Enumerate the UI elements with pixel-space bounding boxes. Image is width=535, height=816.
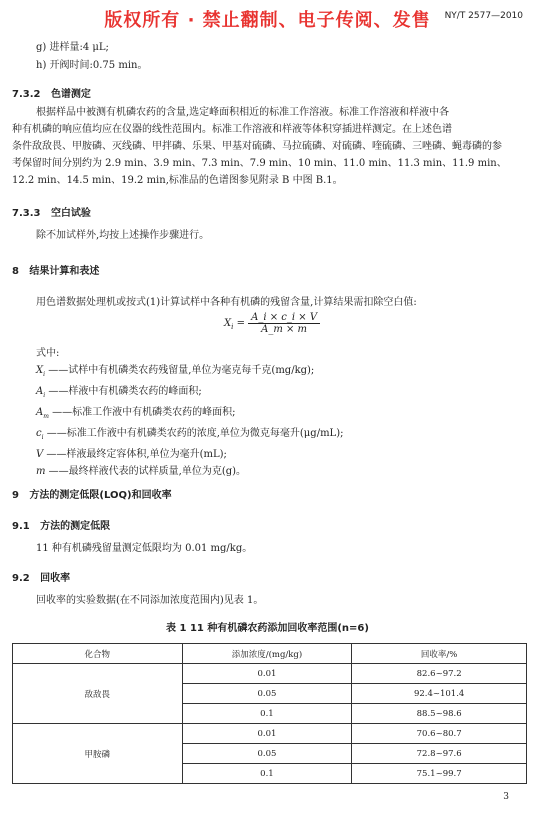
compound-cell: 敌敌畏 (13, 664, 183, 724)
section-number: 9.2 (12, 573, 30, 584)
recovery-cell: 72.8~97.6 (352, 744, 527, 764)
section-heading-7-3-2 (12, 85, 91, 100)
paragraph-line: 种有机磷的响应值均应在仪器的线性范围内。标准工作溶液和样液等体积穿插进样测定。在上述色谱 (12, 124, 452, 135)
section-number: 9.1 (12, 521, 30, 532)
section-title: 空白试验 (50, 208, 91, 219)
recovery-cell: 70.6~80.7 (352, 724, 527, 744)
paragraph-9-2: 回收率的实验数据(在不同添加浓度范围内)见表 1。 (36, 595, 264, 606)
definition-row: $c_i$ ——标准工作液中有机磷类农药的浓度,单位为微克每毫升(μg/mL); (36, 428, 344, 441)
paragraph-9-1: 11 种有机磷残留量测定低限均为 0.01 mg/kg。 (36, 543, 253, 554)
formula-lhs-sub: i (231, 323, 234, 331)
section-heading-9-1 (12, 517, 110, 532)
paragraph-7-3-2 (12, 104, 527, 189)
definition-row: $X_i$ ——试样中有机磷类农药残留量,单位为毫克每千克(mg/kg); (36, 365, 315, 378)
compound-cell: 甲胺磷 (13, 724, 183, 784)
recovery-cell: 92.4~101.4 (352, 684, 527, 704)
standard-number: NY/T 2577—2010 (444, 11, 523, 21)
concentration-cell: 0.05 (182, 744, 352, 764)
section-title: 方法的测定低限 (40, 521, 111, 532)
section-number: 9 (12, 490, 19, 501)
list-item-h: h) 开阀时间:0.75 min。 (36, 60, 148, 71)
page-number: 3 (503, 792, 509, 802)
paragraph-line: 根据样品中被测有机磷农药的含量,选定峰面积相近的标准工作溶液。标准工作溶液和样液中各 (36, 107, 450, 118)
section-title: 结果计算和表述 (29, 266, 100, 277)
concentration-cell: 0.01 (182, 664, 352, 684)
concentration-cell: 0.1 (182, 704, 352, 724)
section-heading-7-3-3 (12, 204, 91, 219)
section-title: 回收率 (40, 573, 71, 584)
list-item-g: g) 进样量:4 μL; (36, 42, 109, 53)
section-number: 7.3.3 (12, 208, 41, 219)
section-number: 7.3.2 (12, 89, 41, 100)
definition-row: m ——最终样液代表的试样质量,单位为克(g)。 (36, 466, 247, 477)
table-row (13, 724, 527, 744)
column-header: 化合物 (13, 644, 183, 664)
table-caption: 表 1 11 种有机磷农药添加回收率范围(n=6) (166, 623, 369, 634)
table-header-row (13, 644, 527, 664)
paragraph-line: 考保留时间分别约为 2.9 min、3.9 min、7.3 min、7.9 min、10 min、11.0 min、11.3 min、11.9 min、 (12, 158, 507, 169)
recovery-cell: 75.1~99.7 (352, 764, 527, 784)
where-label: 式中: (36, 348, 60, 359)
definition-row: $A_m$ ——标准工作液中有机磷类农药的峰面积; (36, 407, 236, 420)
formula-lhs: X (224, 318, 232, 329)
recovery-cell: 82.6~97.2 (352, 664, 527, 684)
formula: $X_i$ = $\frac{A\_i \times c\_i \times V}{A\_m \times m}$ (224, 312, 320, 335)
formula-numerator: A_i × c_i × V (248, 312, 320, 324)
definition-row: $A_i$ ——样液中有机磷类农药的峰面积; (36, 386, 202, 399)
symbol-definitions (36, 362, 343, 480)
formula-denominator: A_m × m (261, 324, 308, 335)
column-header: 回收率/% (352, 644, 527, 664)
paragraph-line: 条件敌敌畏、甲胺磷、灭线磷、甲拌磷、乐果、甲基对硫磷、马拉硫磷、对硫磷、喹硫磷、三唑磷、蝇毒磷的参 (12, 141, 502, 152)
paragraph-line: 12.2 min、14.5 min、19.2 min,标准品的色谱图参见附录 B 中图 B.1。 (12, 175, 343, 186)
section-number: 8 (12, 266, 19, 277)
section-heading-8 (12, 262, 99, 277)
section-title: 色谱测定 (50, 89, 91, 100)
concentration-cell: 0.01 (182, 724, 352, 744)
table-row (13, 664, 527, 684)
paragraph-8: 用色谱数据处理机或按式(1)计算试样中各种有机磷的残留含量,计算结果需扣除空白值: (36, 297, 417, 308)
definition-row: V ——样液最终定容体积,单位为毫升(mL); (36, 449, 227, 460)
recovery-table (12, 643, 527, 784)
watermark: 版权所有 · 禁止翻制、电子传阅、发售 (104, 10, 431, 31)
concentration-cell: 0.05 (182, 684, 352, 704)
column-header: 添加浓度/(mg/kg) (182, 644, 352, 664)
section-heading-9 (12, 486, 172, 501)
section-heading-9-2 (12, 569, 70, 584)
section-title: 方法的测定低限(LOQ)和回收率 (29, 490, 172, 501)
paragraph-7-3-3: 除不加试样外,均按上述操作步骤进行。 (36, 230, 210, 241)
concentration-cell: 0.1 (182, 764, 352, 784)
recovery-cell: 88.5~98.6 (352, 704, 527, 724)
